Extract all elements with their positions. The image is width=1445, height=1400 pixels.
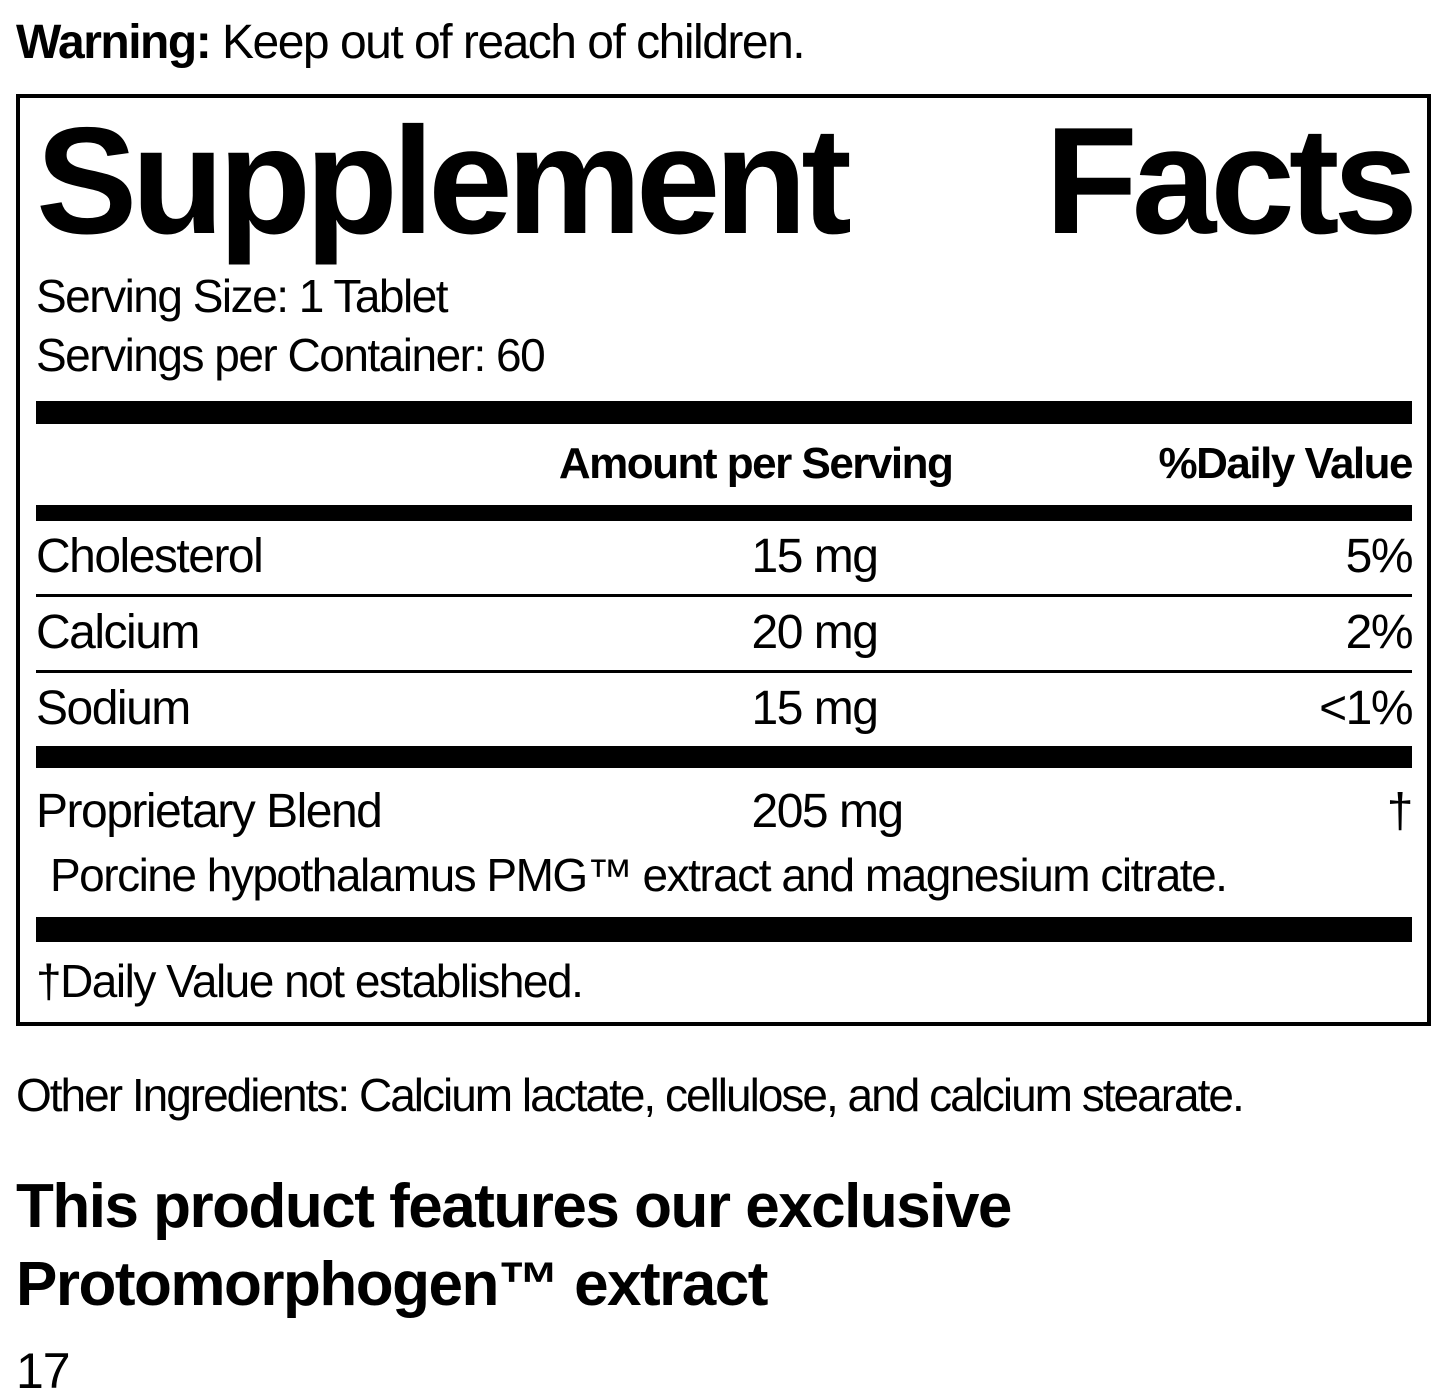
title-word-facts: Facts: [1044, 96, 1412, 266]
daily-value-header: %Daily Value: [1158, 439, 1412, 489]
panel-title: [36, 96, 1412, 266]
nutrient-name: Calcium: [36, 606, 199, 660]
nutrient-row-sodium: [36, 673, 1412, 746]
nutrient-amount: 15 mg: [751, 530, 878, 584]
warning-label: Warning:: [16, 16, 211, 69]
separator-bar-thick-top: [36, 401, 1412, 424]
nutrient-name: Sodium: [36, 682, 190, 736]
separator-bar-medium: [36, 505, 1412, 521]
warning-text: [16, 14, 1431, 72]
separator-bar-thick-middle: [36, 746, 1412, 768]
other-ingredients: Other Ingredients: Calcium lactate, cellulose, and calcium stearate.: [16, 1069, 1243, 1122]
column-header-row: [36, 424, 1412, 505]
headline-line-1: This product features our exclusive: [16, 1172, 1011, 1242]
nutrient-dv: 2%: [1345, 606, 1412, 660]
blend-dv-dagger: †: [1386, 785, 1412, 839]
blend-description: Porcine hypothalamus PMG™ extract and magnesium citrate.: [50, 849, 1227, 902]
nutrient-row-cholesterol: [36, 521, 1412, 594]
nutrient-row-calcium: [36, 597, 1412, 670]
nutrient-name: Cholesterol: [36, 530, 263, 584]
serving-size-line: Serving Size: 1 Tablet: [36, 270, 448, 323]
blend-amount: 205 mg: [751, 785, 903, 839]
page-number: 17: [16, 1343, 70, 1400]
nutrient-amount: 15 mg: [751, 682, 878, 736]
headline-line-2: Protomorphogen™ extract: [16, 1250, 767, 1320]
separator-bar-thick-bottom: [36, 917, 1412, 942]
blend-name: Proprietary Blend: [36, 785, 382, 839]
title-word-supplement: Supplement: [36, 96, 846, 266]
nutrient-amount: 20 mg: [751, 606, 878, 660]
daily-value-footnote: †Daily Value not established.: [36, 955, 583, 1008]
proprietary-blend-row: [36, 768, 1412, 843]
warning-message: Keep out of reach of children.: [210, 16, 805, 69]
servings-per-container-line: Servings per Container: 60: [36, 329, 545, 382]
amount-per-serving-header: Amount per Serving: [558, 439, 953, 489]
supplement-facts-panel: [16, 94, 1431, 1026]
nutrient-dv: <1%: [1319, 682, 1412, 736]
nutrient-dv: 5%: [1345, 530, 1412, 584]
headline: [16, 1168, 1431, 1324]
